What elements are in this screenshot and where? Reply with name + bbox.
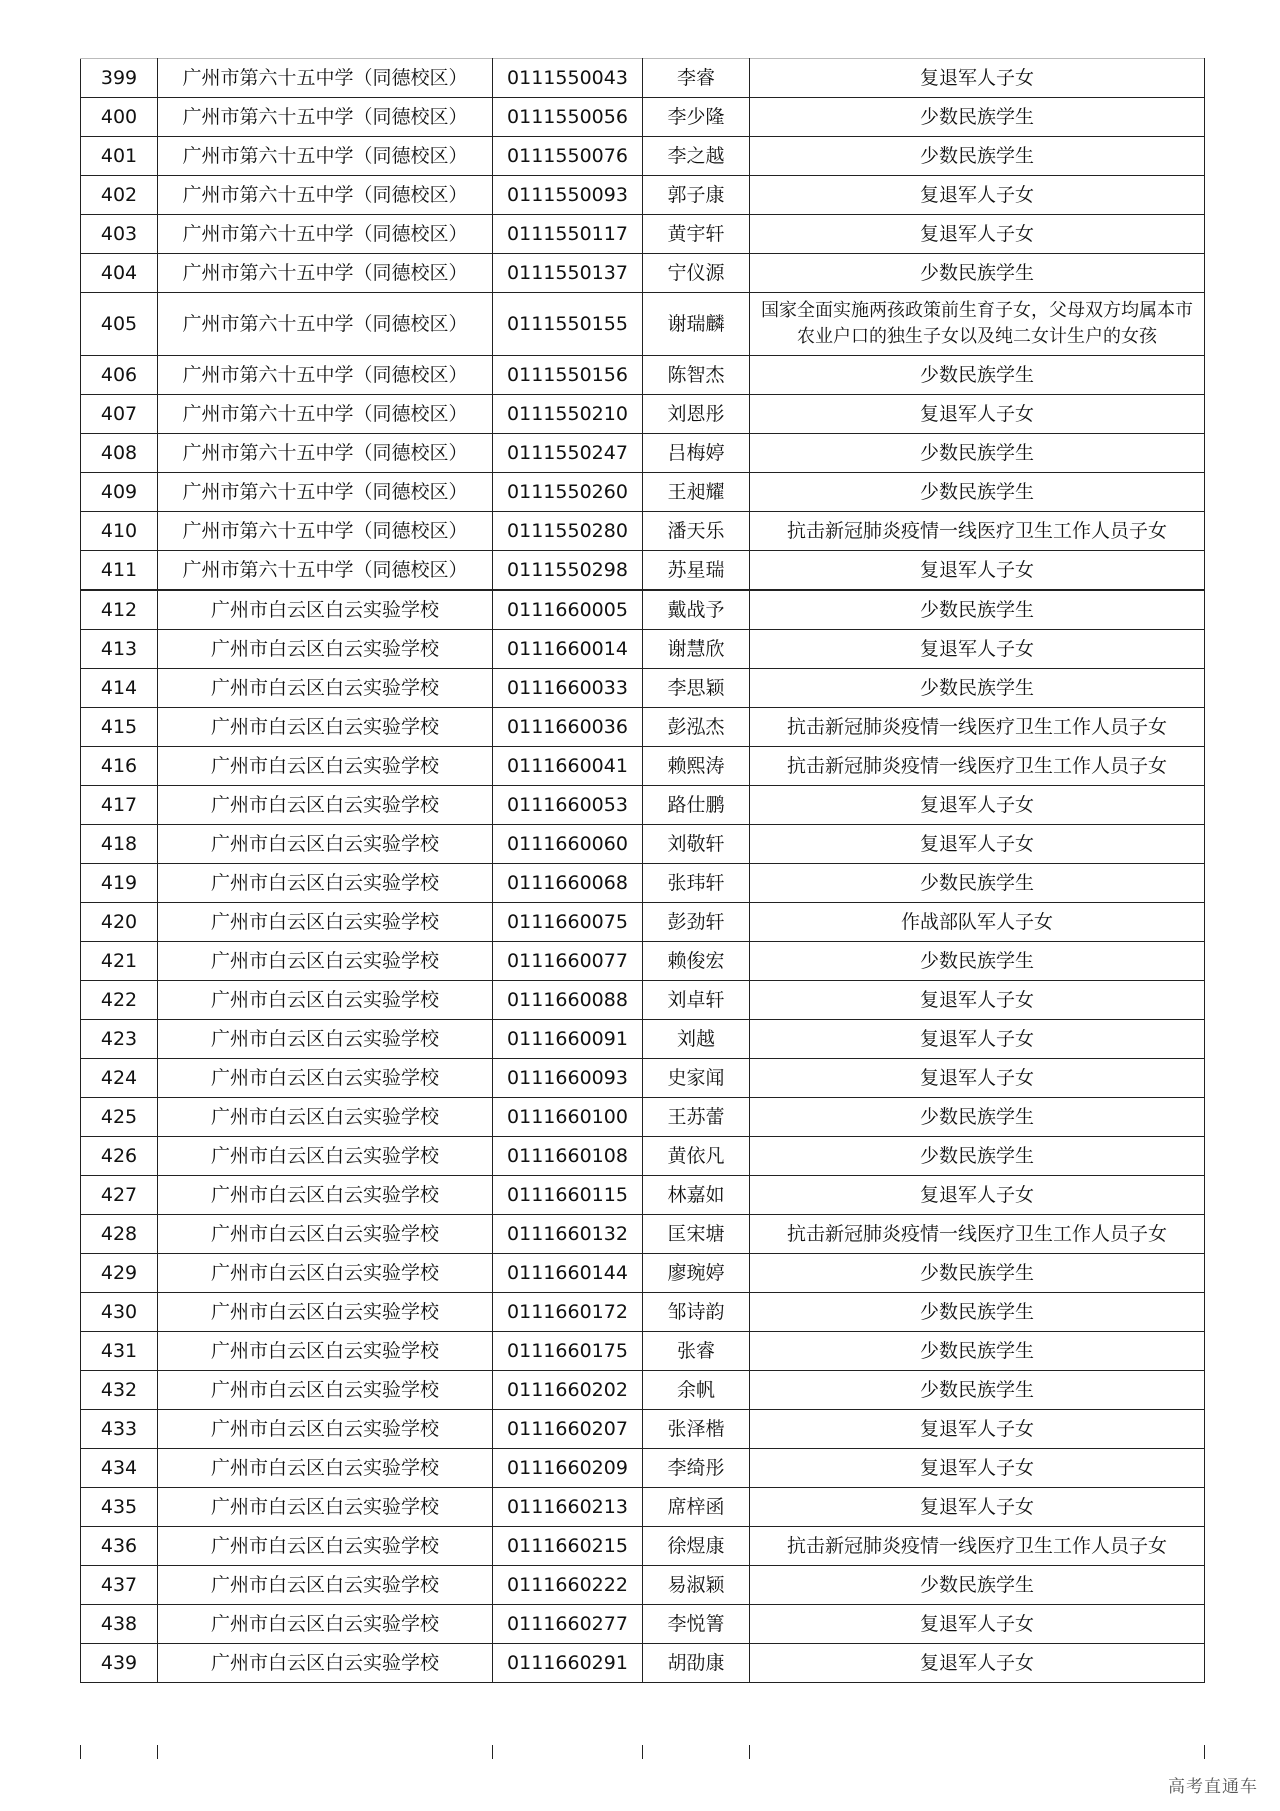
school-name-cell: 广州市白云区白云实验学校 bbox=[158, 903, 493, 942]
row-index-cell: 435 bbox=[81, 1488, 158, 1527]
school-name-cell: 广州市第六十五中学（同德校区） bbox=[158, 512, 493, 551]
category-cell: 少数民族学生 bbox=[750, 473, 1205, 512]
student-name-cell: 谢瑞麟 bbox=[643, 293, 750, 356]
student-code-cell: 0111660132 bbox=[493, 1215, 643, 1254]
student-name-cell: 张泽楷 bbox=[643, 1410, 750, 1449]
category-cell: 少数民族学生 bbox=[750, 1254, 1205, 1293]
student-name-cell: 匡宋塘 bbox=[643, 1215, 750, 1254]
row-index-cell: 434 bbox=[81, 1449, 158, 1488]
student-name-cell: 彭劲轩 bbox=[643, 903, 750, 942]
school-name-cell: 广州市白云区白云实验学校 bbox=[158, 825, 493, 864]
table-row bbox=[81, 669, 1205, 708]
school-name-cell: 广州市第六十五中学（同德校区） bbox=[158, 98, 493, 137]
student-name-cell: 李之越 bbox=[643, 137, 750, 176]
student-code-cell: 0111550137 bbox=[493, 254, 643, 293]
category-cell: 复退军人子女 bbox=[750, 176, 1205, 215]
category-cell: 少数民族学生 bbox=[750, 137, 1205, 176]
student-name-cell: 刘卓轩 bbox=[643, 981, 750, 1020]
student-code-cell: 0111660068 bbox=[493, 864, 643, 903]
student-name-cell: 刘敬轩 bbox=[643, 825, 750, 864]
table-row bbox=[81, 1566, 1205, 1605]
student-name-cell: 易淑颖 bbox=[643, 1566, 750, 1605]
row-index-cell: 430 bbox=[81, 1293, 158, 1332]
school-name-cell: 广州市白云区白云实验学校 bbox=[158, 1371, 493, 1410]
category-cell: 少数民族学生 bbox=[750, 1332, 1205, 1371]
row-index-cell: 408 bbox=[81, 434, 158, 473]
student-name-cell: 林嘉如 bbox=[643, 1176, 750, 1215]
table-row bbox=[81, 1371, 1205, 1410]
student-code-cell: 0111660222 bbox=[493, 1566, 643, 1605]
school-name-cell: 广州市第六十五中学（同德校区） bbox=[158, 176, 493, 215]
row-index-cell: 421 bbox=[81, 942, 158, 981]
student-code-cell: 0111660088 bbox=[493, 981, 643, 1020]
student-name-cell: 邹诗韵 bbox=[643, 1293, 750, 1332]
table-row bbox=[81, 356, 1205, 395]
category-cell: 复退军人子女 bbox=[750, 1059, 1205, 1098]
table-row bbox=[81, 1644, 1205, 1683]
student-code-cell: 0111550280 bbox=[493, 512, 643, 551]
category-cell: 少数民族学生 bbox=[750, 434, 1205, 473]
student-code-cell: 0111550155 bbox=[493, 293, 643, 356]
student-name-cell: 李绮彤 bbox=[643, 1449, 750, 1488]
table-row bbox=[81, 590, 1205, 630]
table-row bbox=[81, 747, 1205, 786]
table-row bbox=[81, 293, 1205, 356]
student-code-cell: 0111660202 bbox=[493, 1371, 643, 1410]
student-name-cell: 陈智杰 bbox=[643, 356, 750, 395]
category-cell: 少数民族学生 bbox=[750, 98, 1205, 137]
student-code-cell: 0111660100 bbox=[493, 1098, 643, 1137]
school-name-cell: 广州市白云区白云实验学校 bbox=[158, 1137, 493, 1176]
student-code-cell: 0111660175 bbox=[493, 1332, 643, 1371]
student-name-cell: 胡劭康 bbox=[643, 1644, 750, 1683]
row-index-cell: 405 bbox=[81, 293, 158, 356]
student-name-cell: 潘天乐 bbox=[643, 512, 750, 551]
category-cell: 国家全面实施两孩政策前生育子女，父母双方均属本市农业户口的独生子女以及纯二女计生户的女孩 bbox=[750, 293, 1205, 356]
category-cell: 少数民族学生 bbox=[750, 1293, 1205, 1332]
student-name-cell: 李睿 bbox=[643, 59, 750, 98]
category-cell: 复退军人子女 bbox=[750, 1449, 1205, 1488]
student-name-cell: 路仕鹏 bbox=[643, 786, 750, 825]
table-row bbox=[81, 1410, 1205, 1449]
table-row bbox=[81, 786, 1205, 825]
row-index-cell: 433 bbox=[81, 1410, 158, 1449]
category-cell: 少数民族学生 bbox=[750, 356, 1205, 395]
student-name-cell: 李少隆 bbox=[643, 98, 750, 137]
student-code-cell: 0111660213 bbox=[493, 1488, 643, 1527]
school-name-cell: 广州市白云区白云实验学校 bbox=[158, 590, 493, 630]
student-code-cell: 0111550117 bbox=[493, 215, 643, 254]
category-cell: 抗击新冠肺炎疫情一线医疗卫生工作人员子女 bbox=[750, 747, 1205, 786]
category-cell: 少数民族学生 bbox=[750, 254, 1205, 293]
student-code-cell: 0111550247 bbox=[493, 434, 643, 473]
category-cell: 少数民族学生 bbox=[750, 1371, 1205, 1410]
student-name-cell: 刘越 bbox=[643, 1020, 750, 1059]
table-row bbox=[81, 1605, 1205, 1644]
row-index-cell: 399 bbox=[81, 59, 158, 98]
category-cell: 复退军人子女 bbox=[750, 825, 1205, 864]
school-name-cell: 广州市白云区白云实验学校 bbox=[158, 1488, 493, 1527]
student-name-cell: 谢慧欣 bbox=[643, 630, 750, 669]
school-name-cell: 广州市白云区白云实验学校 bbox=[158, 1020, 493, 1059]
row-index-cell: 413 bbox=[81, 630, 158, 669]
category-cell: 抗击新冠肺炎疫情一线医疗卫生工作人员子女 bbox=[750, 708, 1205, 747]
student-code-cell: 0111660041 bbox=[493, 747, 643, 786]
school-name-cell: 广州市白云区白云实验学校 bbox=[158, 630, 493, 669]
row-index-cell: 411 bbox=[81, 551, 158, 591]
row-index-cell: 426 bbox=[81, 1137, 158, 1176]
student-name-cell: 宁仪源 bbox=[643, 254, 750, 293]
category-cell: 复退军人子女 bbox=[750, 1644, 1205, 1683]
row-index-cell: 422 bbox=[81, 981, 158, 1020]
table-row bbox=[81, 176, 1205, 215]
row-index-cell: 420 bbox=[81, 903, 158, 942]
student-name-cell: 郭子康 bbox=[643, 176, 750, 215]
school-name-cell: 广州市白云区白云实验学校 bbox=[158, 1332, 493, 1371]
table-bottom-edge bbox=[80, 1745, 1204, 1759]
row-index-cell: 400 bbox=[81, 98, 158, 137]
table-row bbox=[81, 254, 1205, 293]
school-name-cell: 广州市白云区白云实验学校 bbox=[158, 864, 493, 903]
student-code-cell: 0111660207 bbox=[493, 1410, 643, 1449]
student-name-cell: 苏星瑞 bbox=[643, 551, 750, 591]
category-cell: 复退军人子女 bbox=[750, 786, 1205, 825]
watermark: 高考直通车 bbox=[1168, 1777, 1258, 1797]
school-name-cell: 广州市第六十五中学（同德校区） bbox=[158, 395, 493, 434]
school-name-cell: 广州市第六十五中学（同德校区） bbox=[158, 254, 493, 293]
school-name-cell: 广州市白云区白云实验学校 bbox=[158, 1410, 493, 1449]
student-code-cell: 0111660077 bbox=[493, 942, 643, 981]
table-row bbox=[81, 864, 1205, 903]
category-cell: 作战部队军人子女 bbox=[750, 903, 1205, 942]
row-index-cell: 401 bbox=[81, 137, 158, 176]
student-code-cell: 0111660093 bbox=[493, 1059, 643, 1098]
table-body bbox=[81, 59, 1205, 1683]
student-name-cell: 张玮轩 bbox=[643, 864, 750, 903]
student-code-cell: 0111660108 bbox=[493, 1137, 643, 1176]
student-code-cell: 0111660033 bbox=[493, 669, 643, 708]
category-cell: 少数民族学生 bbox=[750, 669, 1205, 708]
row-index-cell: 432 bbox=[81, 1371, 158, 1410]
student-code-cell: 0111550043 bbox=[493, 59, 643, 98]
student-name-cell: 廖琬婷 bbox=[643, 1254, 750, 1293]
school-name-cell: 广州市白云区白云实验学校 bbox=[158, 981, 493, 1020]
category-cell: 复退军人子女 bbox=[750, 1605, 1205, 1644]
row-index-cell: 402 bbox=[81, 176, 158, 215]
school-name-cell: 广州市白云区白云实验学校 bbox=[158, 1293, 493, 1332]
category-cell: 复退军人子女 bbox=[750, 1488, 1205, 1527]
row-index-cell: 436 bbox=[81, 1527, 158, 1566]
category-cell: 复退军人子女 bbox=[750, 395, 1205, 434]
student-code-cell: 0111660060 bbox=[493, 825, 643, 864]
row-index-cell: 414 bbox=[81, 669, 158, 708]
student-name-cell: 徐煜康 bbox=[643, 1527, 750, 1566]
category-cell: 复退军人子女 bbox=[750, 981, 1205, 1020]
student-code-cell: 0111660115 bbox=[493, 1176, 643, 1215]
category-cell: 抗击新冠肺炎疫情一线医疗卫生工作人员子女 bbox=[750, 1527, 1205, 1566]
student-code-cell: 0111660172 bbox=[493, 1293, 643, 1332]
school-name-cell: 广州市第六十五中学（同德校区） bbox=[158, 215, 493, 254]
student-code-cell: 0111660091 bbox=[493, 1020, 643, 1059]
row-index-cell: 425 bbox=[81, 1098, 158, 1137]
school-name-cell: 广州市白云区白云实验学校 bbox=[158, 708, 493, 747]
school-name-cell: 广州市白云区白云实验学校 bbox=[158, 942, 493, 981]
student-name-cell: 戴战予 bbox=[643, 590, 750, 630]
row-index-cell: 415 bbox=[81, 708, 158, 747]
table-row bbox=[81, 1215, 1205, 1254]
student-name-cell: 席梓函 bbox=[643, 1488, 750, 1527]
school-name-cell: 广州市白云区白云实验学校 bbox=[158, 1254, 493, 1293]
row-index-cell: 424 bbox=[81, 1059, 158, 1098]
row-index-cell: 417 bbox=[81, 786, 158, 825]
table-row bbox=[81, 1527, 1205, 1566]
school-name-cell: 广州市白云区白云实验学校 bbox=[158, 1215, 493, 1254]
table-row bbox=[81, 59, 1205, 98]
school-name-cell: 广州市白云区白云实验学校 bbox=[158, 1644, 493, 1683]
table-row bbox=[81, 434, 1205, 473]
category-cell: 少数民族学生 bbox=[750, 1098, 1205, 1137]
table-row bbox=[81, 903, 1205, 942]
table-row bbox=[81, 1098, 1205, 1137]
school-name-cell: 广州市第六十五中学（同德校区） bbox=[158, 434, 493, 473]
student-code-cell: 0111660075 bbox=[493, 903, 643, 942]
table-row bbox=[81, 1254, 1205, 1293]
row-index-cell: 407 bbox=[81, 395, 158, 434]
student-name-cell: 吕梅婷 bbox=[643, 434, 750, 473]
table-row bbox=[81, 1449, 1205, 1488]
table-row bbox=[81, 98, 1205, 137]
student-name-cell: 王苏蕾 bbox=[643, 1098, 750, 1137]
student-code-cell: 0111660005 bbox=[493, 590, 643, 630]
row-index-cell: 438 bbox=[81, 1605, 158, 1644]
student-name-cell: 赖熙涛 bbox=[643, 747, 750, 786]
row-index-cell: 419 bbox=[81, 864, 158, 903]
student-list-table bbox=[80, 58, 1205, 1683]
row-index-cell: 406 bbox=[81, 356, 158, 395]
row-index-cell: 409 bbox=[81, 473, 158, 512]
student-name-cell: 李悦箐 bbox=[643, 1605, 750, 1644]
category-cell: 少数民族学生 bbox=[750, 864, 1205, 903]
table-row bbox=[81, 1293, 1205, 1332]
row-index-cell: 416 bbox=[81, 747, 158, 786]
row-index-cell: 428 bbox=[81, 1215, 158, 1254]
student-code-cell: 0111550298 bbox=[493, 551, 643, 591]
category-cell: 复退军人子女 bbox=[750, 551, 1205, 591]
student-name-cell: 赖俊宏 bbox=[643, 942, 750, 981]
row-index-cell: 431 bbox=[81, 1332, 158, 1371]
table-row bbox=[81, 942, 1205, 981]
row-index-cell: 412 bbox=[81, 590, 158, 630]
student-code-cell: 0111660036 bbox=[493, 708, 643, 747]
row-index-cell: 404 bbox=[81, 254, 158, 293]
row-index-cell: 437 bbox=[81, 1566, 158, 1605]
student-name-cell: 王昶耀 bbox=[643, 473, 750, 512]
category-cell: 抗击新冠肺炎疫情一线医疗卫生工作人员子女 bbox=[750, 1215, 1205, 1254]
school-name-cell: 广州市白云区白云实验学校 bbox=[158, 1527, 493, 1566]
school-name-cell: 广州市白云区白云实验学校 bbox=[158, 1449, 493, 1488]
student-name-cell: 李思颖 bbox=[643, 669, 750, 708]
table-row bbox=[81, 1020, 1205, 1059]
school-name-cell: 广州市第六十五中学（同德校区） bbox=[158, 356, 493, 395]
student-name-cell: 刘恩彤 bbox=[643, 395, 750, 434]
student-code-cell: 0111660215 bbox=[493, 1527, 643, 1566]
school-name-cell: 广州市白云区白云实验学校 bbox=[158, 669, 493, 708]
student-code-cell: 0111660291 bbox=[493, 1644, 643, 1683]
student-code-cell: 0111550156 bbox=[493, 356, 643, 395]
student-code-cell: 0111660144 bbox=[493, 1254, 643, 1293]
table-row bbox=[81, 512, 1205, 551]
table-row bbox=[81, 1137, 1205, 1176]
category-cell: 少数民族学生 bbox=[750, 1566, 1205, 1605]
school-name-cell: 广州市第六十五中学（同德校区） bbox=[158, 293, 493, 356]
school-name-cell: 广州市第六十五中学（同德校区） bbox=[158, 59, 493, 98]
student-code-cell: 0111550056 bbox=[493, 98, 643, 137]
student-code-cell: 0111550093 bbox=[493, 176, 643, 215]
table-row bbox=[81, 1059, 1205, 1098]
student-code-cell: 0111660277 bbox=[493, 1605, 643, 1644]
table-row bbox=[81, 708, 1205, 747]
table-row bbox=[81, 137, 1205, 176]
row-index-cell: 410 bbox=[81, 512, 158, 551]
school-name-cell: 广州市白云区白云实验学校 bbox=[158, 1605, 493, 1644]
school-name-cell: 广州市白云区白云实验学校 bbox=[158, 1176, 493, 1215]
student-name-cell: 张睿 bbox=[643, 1332, 750, 1371]
category-cell: 少数民族学生 bbox=[750, 590, 1205, 630]
category-cell: 复退军人子女 bbox=[750, 59, 1205, 98]
school-name-cell: 广州市白云区白云实验学校 bbox=[158, 786, 493, 825]
school-name-cell: 广州市白云区白云实验学校 bbox=[158, 1566, 493, 1605]
student-code-cell: 0111660014 bbox=[493, 630, 643, 669]
category-cell: 抗击新冠肺炎疫情一线医疗卫生工作人员子女 bbox=[750, 512, 1205, 551]
student-code-cell: 0111550210 bbox=[493, 395, 643, 434]
table-row bbox=[81, 825, 1205, 864]
school-name-cell: 广州市第六十五中学（同德校区） bbox=[158, 137, 493, 176]
school-name-cell: 广州市第六十五中学（同德校区） bbox=[158, 551, 493, 591]
student-name-cell: 余帆 bbox=[643, 1371, 750, 1410]
table-row bbox=[81, 473, 1205, 512]
student-name-cell: 黄依凡 bbox=[643, 1137, 750, 1176]
student-code-cell: 0111660209 bbox=[493, 1449, 643, 1488]
table-row bbox=[81, 981, 1205, 1020]
row-index-cell: 427 bbox=[81, 1176, 158, 1215]
table-row bbox=[81, 630, 1205, 669]
student-code-cell: 0111550260 bbox=[493, 473, 643, 512]
table-row bbox=[81, 551, 1205, 591]
school-name-cell: 广州市白云区白云实验学校 bbox=[158, 747, 493, 786]
category-cell: 复退军人子女 bbox=[750, 215, 1205, 254]
student-name-cell: 彭泓杰 bbox=[643, 708, 750, 747]
category-cell: 少数民族学生 bbox=[750, 1137, 1205, 1176]
category-cell: 少数民族学生 bbox=[750, 942, 1205, 981]
table-row bbox=[81, 1332, 1205, 1371]
category-cell: 复退军人子女 bbox=[750, 1020, 1205, 1059]
row-index-cell: 439 bbox=[81, 1644, 158, 1683]
row-index-cell: 429 bbox=[81, 1254, 158, 1293]
school-name-cell: 广州市白云区白云实验学校 bbox=[158, 1098, 493, 1137]
row-index-cell: 423 bbox=[81, 1020, 158, 1059]
school-name-cell: 广州市白云区白云实验学校 bbox=[158, 1059, 493, 1098]
table-row bbox=[81, 395, 1205, 434]
student-name-cell: 黄宇轩 bbox=[643, 215, 750, 254]
student-code-cell: 0111550076 bbox=[493, 137, 643, 176]
row-index-cell: 418 bbox=[81, 825, 158, 864]
table-row bbox=[81, 215, 1205, 254]
category-cell: 复退军人子女 bbox=[750, 1410, 1205, 1449]
school-name-cell: 广州市第六十五中学（同德校区） bbox=[158, 473, 493, 512]
category-cell: 复退军人子女 bbox=[750, 630, 1205, 669]
row-index-cell: 403 bbox=[81, 215, 158, 254]
student-name-cell: 史家闻 bbox=[643, 1059, 750, 1098]
table-row bbox=[81, 1176, 1205, 1215]
table-row bbox=[81, 1488, 1205, 1527]
category-cell: 复退军人子女 bbox=[750, 1176, 1205, 1215]
student-code-cell: 0111660053 bbox=[493, 786, 643, 825]
